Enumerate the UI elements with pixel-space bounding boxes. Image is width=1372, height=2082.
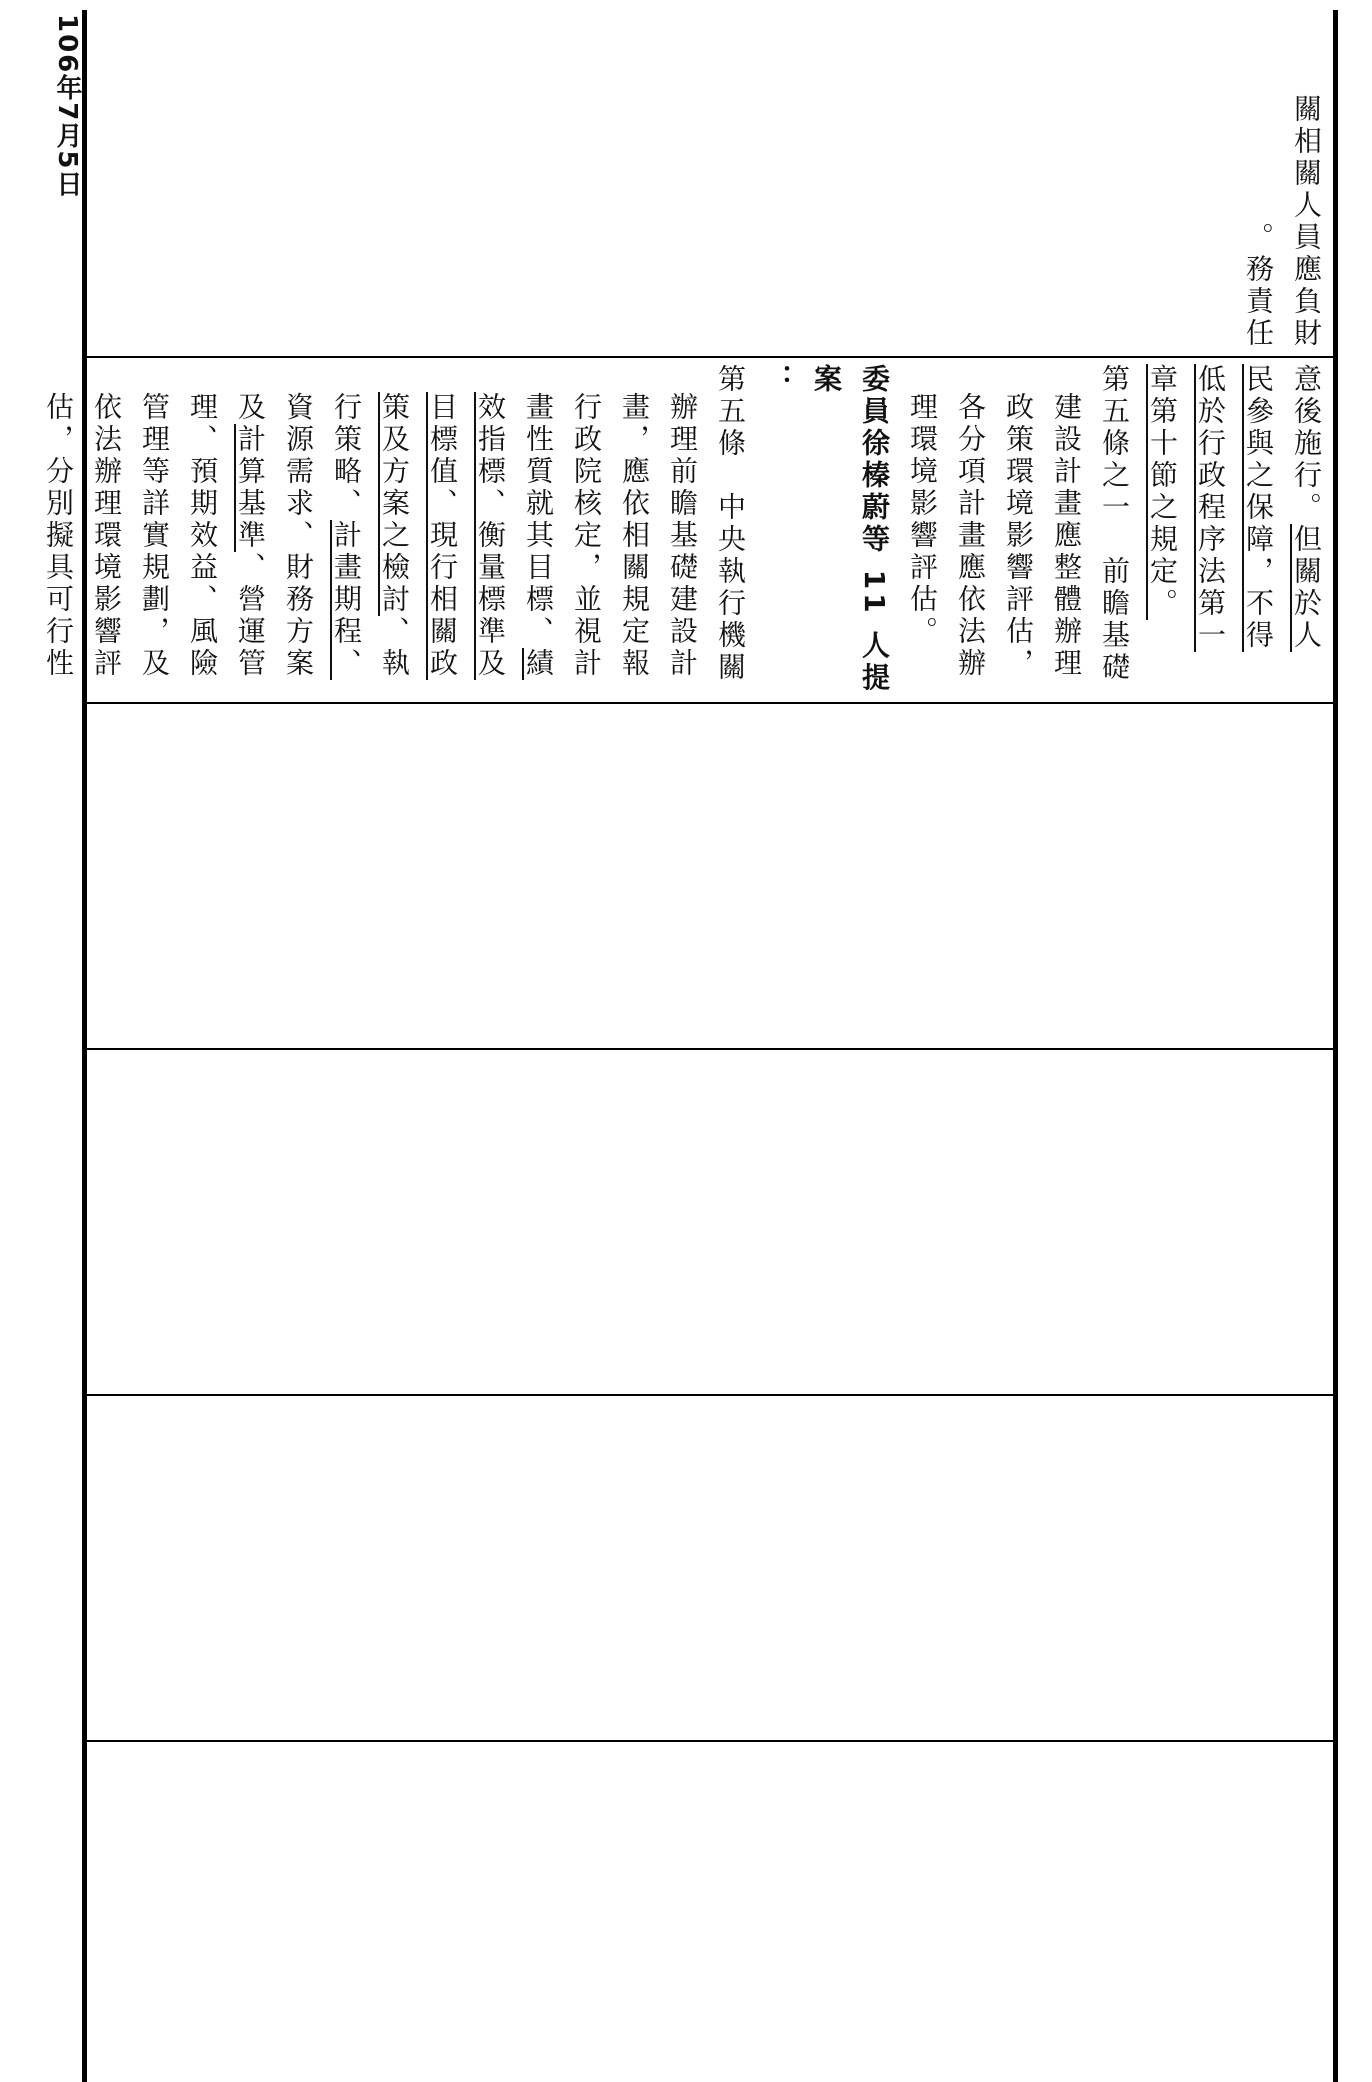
- cell-line: 策及方案之檢討、執: [378, 392, 411, 680]
- cell-line: 務責任。: [1242, 222, 1275, 350]
- row-divider-5: [84, 1740, 1336, 1742]
- cell-line: 效指標、衡量標準及: [474, 392, 507, 680]
- table-border-top: [82, 10, 87, 2082]
- table-cell-row-4: [90, 1056, 1330, 1390]
- row-divider-4: [84, 1394, 1336, 1396]
- proposal-colon: ：: [762, 364, 795, 396]
- cell-line: 依法辦理環境影響評: [90, 392, 123, 680]
- row-divider-2: [84, 702, 1336, 704]
- cell-line: 行政院核定，並視計: [570, 392, 603, 680]
- cell-line: 章第十節之規定。: [1146, 364, 1179, 620]
- table-cell-row-2: [42, 364, 1330, 698]
- cell-line: 目標值、現行相關政: [426, 392, 459, 680]
- cell-line: 第五條 中央執行機關: [714, 364, 747, 684]
- cell-line: 畫性質就其目標、績: [522, 392, 555, 680]
- cell-line: 第五條之一 前瞻基礎: [1098, 364, 1131, 684]
- cell-line: 及計算基準、營運管: [234, 392, 267, 680]
- cell-line: 畫，應依相關規定報: [618, 392, 651, 680]
- cell-line: 政策環境影響評估，: [1002, 392, 1035, 680]
- cell-line: 辦理前瞻基礎建設計: [666, 392, 699, 680]
- cell-line: 理、預期效益、風險: [186, 392, 219, 680]
- cell-line: 理環境影響評估。: [906, 392, 939, 648]
- cell-line: 意後施行。但關於人: [1290, 364, 1323, 652]
- cell-line: 管理等詳實規劃，及: [138, 392, 171, 680]
- cell-line: 建設計畫應整體辦理: [1050, 392, 1083, 680]
- proposal-heading: 委員徐榛蔚等 11 人提案: [810, 364, 891, 695]
- row-divider-3: [84, 1048, 1336, 1050]
- cell-line: 關相關人員應負財: [1290, 94, 1323, 350]
- table-cell-row-5: [90, 1402, 1330, 1736]
- table-border-bottom: [1333, 10, 1338, 2082]
- cell-line: 行策略、計畫期程、: [330, 392, 363, 680]
- cell-line: 各分項計畫應依法辦: [954, 392, 987, 680]
- table-cell-row-1: [90, 20, 1330, 350]
- row-divider-1: [84, 356, 1336, 358]
- cell-line: 民參與之保障，不得: [1242, 364, 1275, 652]
- cell-line: 估，分別擬具可行性: [42, 392, 75, 680]
- cell-line: 低於行政程序法第一: [1194, 364, 1227, 652]
- table-cell-row-3: [90, 710, 1330, 1044]
- page-date: 106年7月5日: [52, 14, 82, 199]
- cell-line: 資源需求、財務方案: [282, 392, 315, 680]
- table-cell-row-6: [90, 1748, 1330, 2073]
